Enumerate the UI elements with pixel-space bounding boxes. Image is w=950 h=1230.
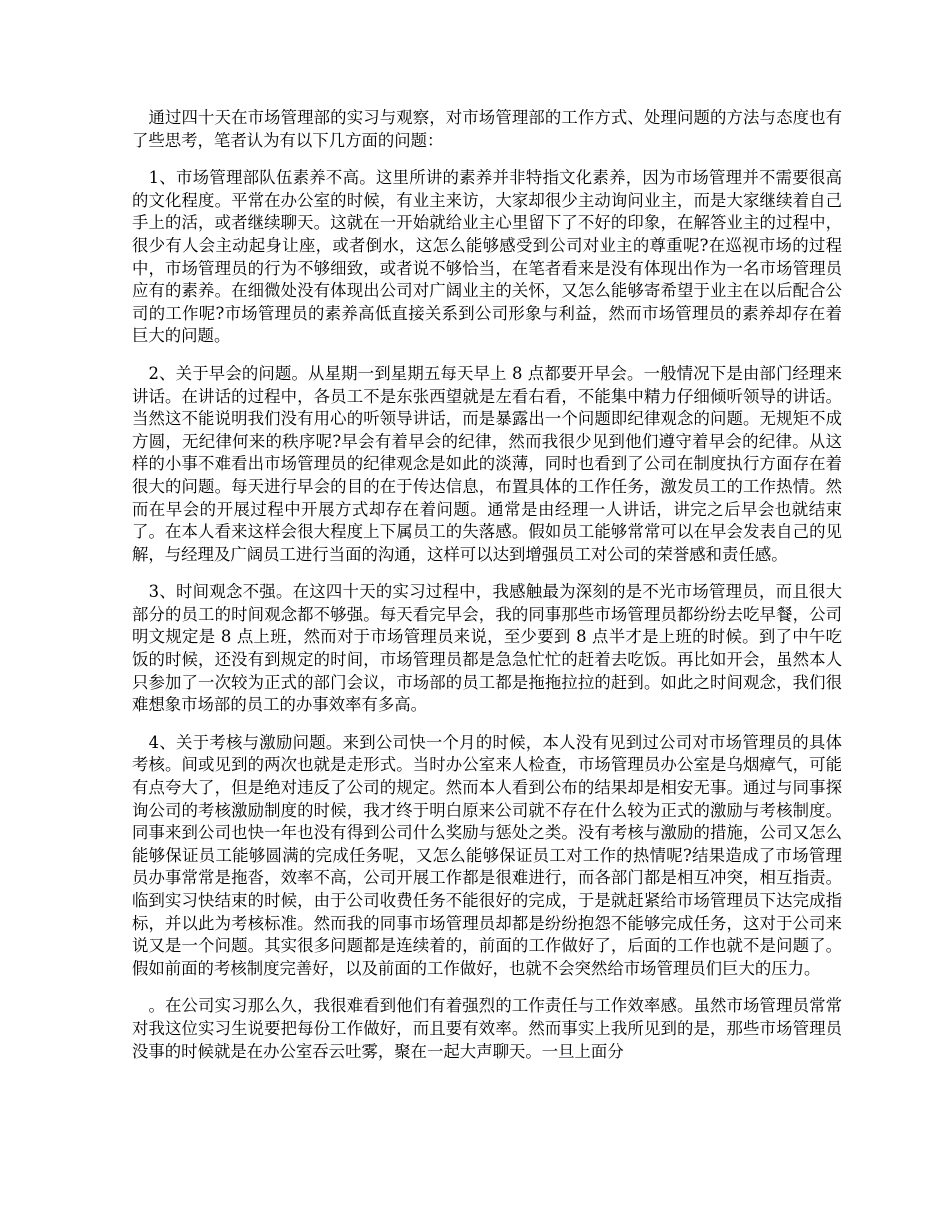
paragraph-5-work-responsibility: 。在公司实习那么久，我很难看到他们有着强烈的工作责任与工作效率感。虽然市场管理员常常对我这位实习生说要把每份工作做好，而且要有效率。然而事实上我所见到的是，那些市场管理员没事的时候就是在办公室吞云吐雾，聚在一起大声聊天。一旦上面分 [132, 996, 842, 1061]
paragraph-4-assessment-incentive: 4、关于考核与激励问题。来到公司快一个月的时候，本人没有见到过公司对市场管理员的具体考核。间或见到的两次也就是走形式。当时办公室来人检查，市场管理员办公室是乌烟瘴气，可能有点夸大了，但是绝对违反了公司的规定。然而本人看到公布的结果却是相安无事。通过与同事探询公司的考核激励制度的时候，我才终于明白原来公司就不存在什么较为正式的激励与考核制度。同事来到公司也快一年也没有得到公司什么奖励与惩处之类。没有考核与激励的措施，公司又怎么能够保证员工能够圆满的完成任务呢，又怎么能够保证员工对工作的热情呢?结果造成了市场管理员办事常常是拖沓，效率不高，公司开展工作都是很难进行，而各部门都是相互冲突，相互指责。临到实习快结束的时候，由于公司收费任务不能很好的完成，于是就赶紧给市场管理员下达完成指标，并以此为考核标准。然而我的同事市场管理员却都是纷纷抱怨不能够完成任务，这对于公司来说又是一个问题。其实很多问题都是连续着的，前面的工作做好了，后面的工作也就不是问题了。假如前面的考核制度完善好，以及前面的工作做好，也就不会突然给市场管理员们巨大的压力。 [132, 732, 842, 978]
document-body [132, 107, 842, 1078]
paragraph-2-morning-meeting: 2、关于早会的问题。从星期一到星期五每天早上 8 点都要开早会。一般情况下是由部门经理来讲话。在讲话的过程中，各员工不是东张西望就是左看右看，不能集中精力仔细倾听领导的讲话。当然这不能说明我们没有用心的听领导讲话，而是暴露出一个问题即纪律观念的问题。无规矩不成方圆，无纪律何来的秩序呢?早会有着早会的纪律，然而我很少见到他们遵守着早会的纪律。从这样的小事不难看出市场管理员的纪律观念是如此的淡薄，同时也看到了公司在制度执行方面存在着很大的问题。每天进行早会的目的在于传达信息，布置具体的工作任务，激发员工的工作热情。然而在早会的开展过程中开展方式却存在着问题。通常是由经理一人讲话，讲完之后早会也就结束了。在本人看来这样会很大程度上下属员工的失落感。假如员工能够常常可以在早会发表自己的见解，与经理及广阔员工进行当面的沟通，这样可以达到增强员工对公司的荣誉感和责任感。 [132, 363, 842, 564]
paragraph-1-staff-quality: 1、市场管理部队伍素养不高。这里所讲的素养并非特指文化素养，因为市场管理并不需要很高的文化程度。平常在办公室的时候，有业主来访，大家却很少主动询问业主，而是大家继续着自己手上的活，或者继续聊天。这就在一开始就给业主心里留下了不好的印象，在解答业主的过程中，很少有人会主动起身让座，或者倒水，这怎么能够感受到公司对业主的尊重呢?在巡视市场的过程中，市场管理员的行为不够细致，或者说不够恰当，在笔者看来是没有体现出作为一名市场管理员应有的素养。在细微处没有体现出公司对广阔业主的关怀，又怎么能够寄希望于业主在以后配合公司的工作呢?市场管理员的素养高低直接关系到公司形象与利益，然而市场管理员的素养却存在着巨大的问题。 [132, 168, 842, 346]
paragraph-intro: 通过四十天在市场管理部的实习与观察，对市场管理部的工作方式、处理问题的方法与态度也有了些思考，笔者认为有以下几方面的问题： [132, 108, 842, 150]
paragraph-3-time-awareness: 3、时间观念不强。在这四十天的实习过程中，我感触最为深刻的是不光市场管理员，而且很大部分的员工的时间观念都不够强。每天看完早会，我的同事那些市场管理员都纷纷去吃早餐，公司明文规定是 8 点上班，然而对于市场管理员来说，至少要到 8 点半才是上班的时候。到了中午吃饭的时候，还没有到规定的时间，市场管理员都是急急忙忙的赶着去吃饭。再比如开会，虽然本人只参加了一次较为正式的部门会议，市场部的员工都是拖拖拉拉的赶到。如此之时间观念，我们很难想象市场部的员工的办事效率有多高。 [132, 582, 842, 715]
